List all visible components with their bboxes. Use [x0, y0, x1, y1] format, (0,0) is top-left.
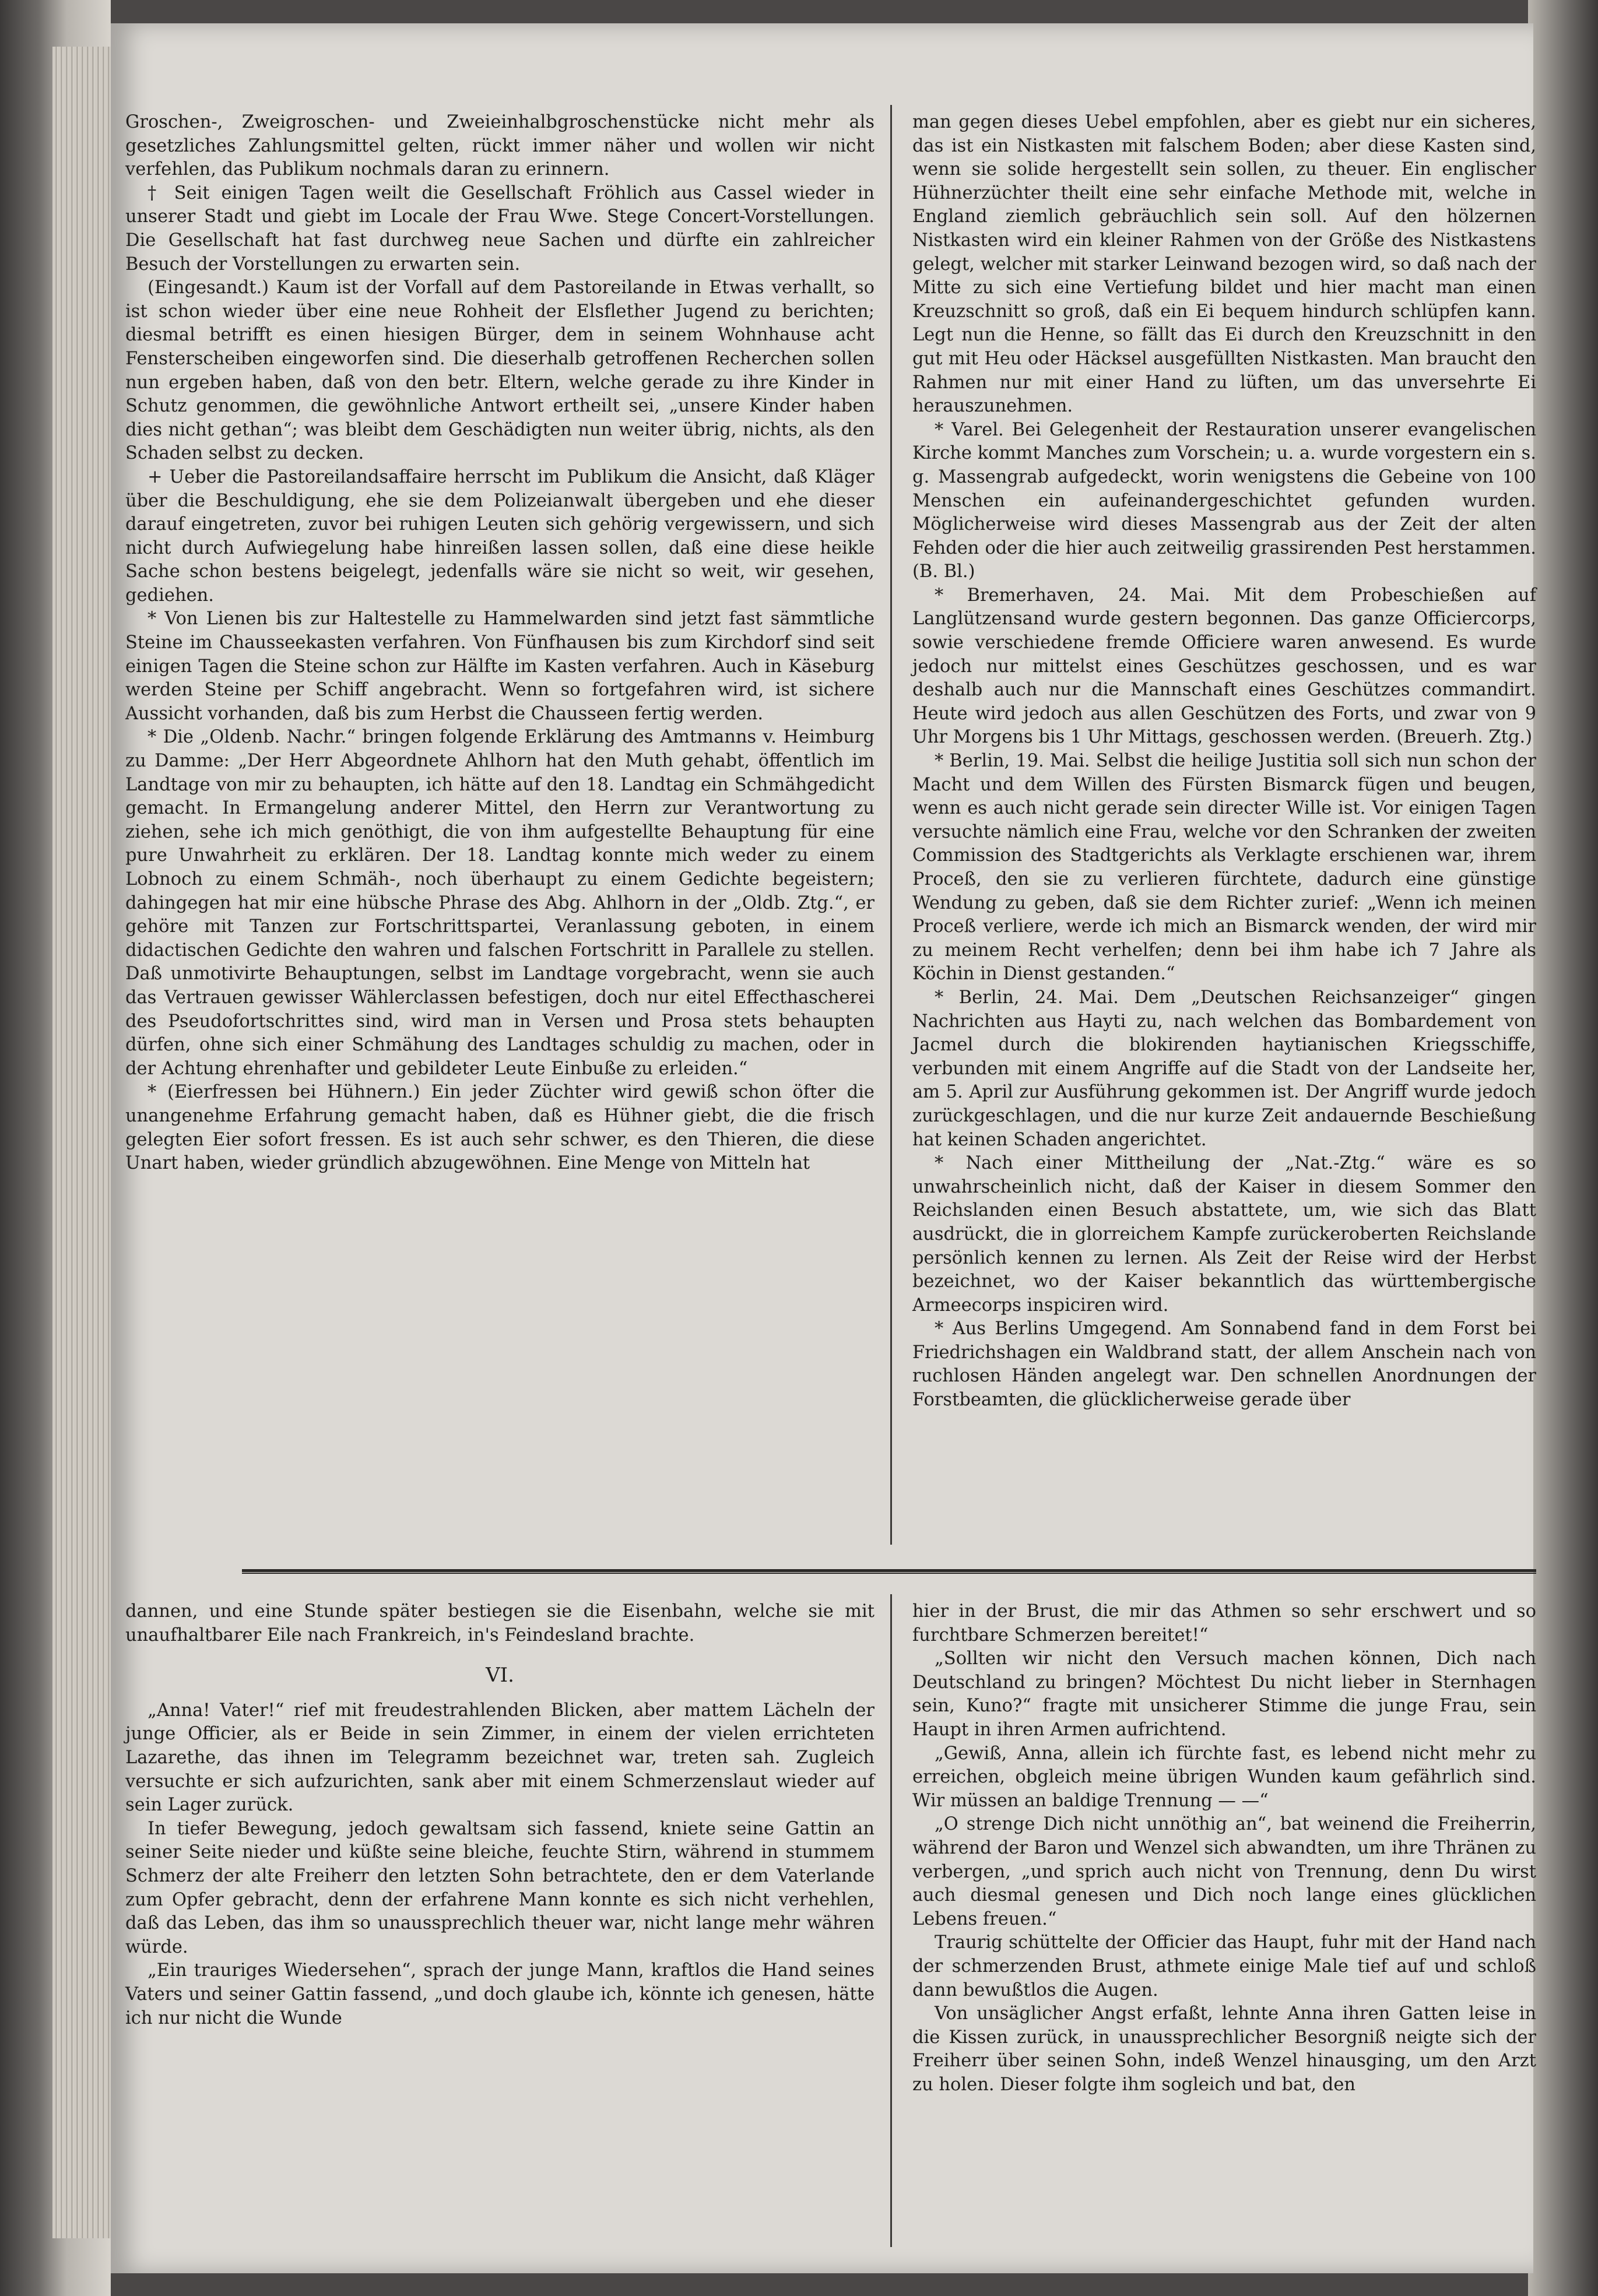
upper-left-column	[125, 111, 874, 1176]
article-berlin-24-may: * Berlin, 24. Mai. Dem „Deutschen Reichsanzeiger“ gingen Nachrichten aus Hayti zu, nach welchen das Bombardement von Jacmel durch die blokirenden haytianischen Kriegsschiffe, verbunden mit einem Angriffe auf die Stadt von der Landseite her, am 5. April zur Ausführung gekommen ist. Der Angriff wurde jedoch zurückgeschlagen, und die nur kurze Zeit andauernde Beschießung hat keinen Schaden angerichtet.	[912, 987, 1536, 1150]
article-eingesandt: (Eingesandt.) Kaum ist der Vorfall auf dem Pastoreilande in Etwas verhallt, so ist schon wieder über eine neue Rohheit der Elsflether Jugend zu berichten; diesmal betrifft es einen hiesigen Bürger, dem in seinem Wohnhause acht Fensterscheiben eingeworfen sind. Die dieserhalb getroffenen Recherchen sollen nun ergeben haben, daß von den betr. Eltern, welche gerade zu ihre Kinder in Schutz genommen, die gewöhnliche Antwort ertheilt sei, „unsere Kinder haben dies nicht gethan“; was bleibt dem Geschädigten nun weiter übrig, nichts, als den Schaden selbst zu decken.	[125, 277, 874, 464]
story-paragraph: hier in der Brust, die mir das Athmen so sehr erschwert und so furchtbare Schmerzen bereitet!“	[912, 1601, 1536, 1645]
story-paragraph: In tiefer Bewegung, jedoch gewaltsam sich fassend, kniete seine Gattin an seiner Seite nieder und küßte seine bleiche, feuchte Stirn, während in stummem Schmerz der alte Freiherr den letzten Sohn betrachtete, den er dem Vaterlande zum Opfer gebracht, denn der erfahrene Mann konnte es sich nicht verhehlen, daß das Leben, das ihm so unaussprechlich theuer war, nicht lange mehr währen würde.	[125, 1818, 874, 1957]
article-varel: * Varel. Bei Gelegenheit der Restauration unserer evangelischen Kirche kommt Manches zum Vorschein; u. a. wurde vorgestern ein s. g. Massengrab aufgedeckt, worin wenigstens die Gebeine von 100 Menschen ein aufeinandergeschichtet gefunden wurden. Möglicherweise wird dieses Massengrab aus der Zeit der alten Fehden oder die hier auch zeitweilig grassirenden Pest herstammen. (B. Bl.)	[912, 419, 1536, 582]
article-bremerhaven: * Bremerhaven, 24. Mai. Mit dem Probeschießen auf Langlützensand wurde gestern begonnen. Das ganze Officiercorps, sowie verschiedene fremde Officiere waren anwesend. Es wurde jedoch nur mittelst eines Geschützes geschossen, und es war deshalb auch nur die Mannschaft eines Geschützes commandirt. Heute wird jedoch aus allen Geschützen des Forts, und zwar von 9 Uhr Morgens bis 1 Uhr Mittags, geschossen werden. (Breuerh. Ztg.)	[912, 585, 1536, 748]
article-heimburg-declaration: * Die „Oldenb. Nachr.“ bringen folgende Erklärung des Amtmanns v. Heimburg zu Damme: „Der Herr Abgeordnete Ahlhorn hat den Muth gehabt, öffentlich im Landtage von mir zu behaupten, ich hätte auf den 18. Landtag ein Schmähgedicht gemacht. In Ermangelung anderer Mittel, den Herrn zur Verantwortung zu ziehen, sehe ich mich genöthigt, die von ihm aufgestellte Behauptung für eine pure Unwahrheit zu erklären. Der 18. Landtag konnte mich weder zu einem Lobnoch zu einem Schmäh-, noch überhaupt zu einem Gedichte begeistern; dahingegen hat mir eine hübsche Phrase des Abg. Ahlhorn in der „Oldb. Ztg.“, er gehöre mit Tanzen zur Fortschrittspartei, Veranlassung geboten, in einem didactischen Gedichte den wahren und falschen Fortschritt in Parallele zu stellen. Daß unmotivirte Behauptungen, selbst im Landtage vorgebracht, wenn sie auch das Vertrauen gewisser Wählerclassen befestigen, doch nur eitel Effecthascherei des Pseudofortschrittes sind, wird man in Versen und Prosa stets behaupten dürfen, ohne sich einer Schmähung des Landtages schuldig zu machen, oder in der Achtung ehrenhafter und gebildeter Leute Einbuße zu erleiden.“	[125, 727, 874, 1079]
article-kaiser-visit: * Nach einer Mittheilung der „Nat.-Ztg.“ wäre es so unwahrscheinlich nicht, daß der Kaiser in diesem Sommer den Reichslanden einen Besuch abstattete, um, wie sich das Blatt ausdrückt, die in glorreichem Kampfe zurückeroberten Reichslande persönlich kennen zu lernen. Als Zeit der Reise wird der Herbst bezeichnet, wo der Kaiser bekanntlich das württembergische Armeecorps inspiciren wird.	[912, 1153, 1536, 1316]
story-paragraph: „O strenge Dich nicht unnöthig an“, bat weinend die Freiherrin, während der Baron und Wenzel sich abwandten, um ihre Thränen zu verbergen, „und sprich auch nicht von Trennung, denn Du wirst auch diesmal genesen und Dich noch lange eines glücklichen Lebens freuen.“	[912, 1814, 1536, 1929]
story-paragraph: „Sollten wir nicht den Versuch machen können, Dich nach Deutschland zu bringen? Möchtest Du nicht lieber in Sternhagen sein, Kuno?“ fragte mit unsicherer Stimme die junge Frau, sein Haupt in ihren Armen aufrichtend.	[912, 1648, 1536, 1740]
article-nest-box: man gegen dieses Uebel empfohlen, aber es giebt nur ein sicheres, das ist ein Nistkasten mit falschem Boden; aber diese Kasten sind, wenn sie solide hergestellt sein sollen, zu theuer. Ein englischer Hühnerzüchter theilt eine sehr einfache Methode mit, welche in England ziemlich gebräuchlich sein soll. Auf den hölzernen Nistkasten wird ein kleiner Rahmen von der Größe des Nistkastens gelegt, welcher mit starker Leinwand bezogen wird, so daß nach der Mitte zu sich eine Vertiefung bildet und hier macht man einen Kreuzschnitt so groß, daß ein Ei bequem hindurch schlüpfen kann. Legt nun die Henne, so fällt das Ei durch den Kreuzschnitt in den gut mit Heu oder Häcksel ausgefüllten Nistkasten. Man braucht den Rahmen nur mit einer Hand zu lüften, um das unversehrte Ei herauszunehmen.	[912, 112, 1536, 417]
story-paragraph: „Gewiß, Anna, allein ich fürchte fast, es lebend nicht mehr zu erreichen, obgleich meine übrigen Wunden kaum gefährlich sind. Wir müssen an baldige Trennung — —“	[912, 1743, 1536, 1811]
column-divider-upper	[890, 105, 892, 1545]
story-paragraph: dannen, und eine Stunde später bestiegen sie die Eisenbahn, welche sie mit unaufhaltbarer Eile nach Frankreich, in's Feindesland brachte.	[125, 1601, 874, 1645]
article-coin-notice: Groschen-, Zweigroschen- und Zweieinhalbgroschenstücke nicht mehr als gesetzliches Zahlungsmittel gelten, rückt immer näher und wollen wir nicht verfehlen, das Publikum nochmals daran zu erinnern.	[125, 112, 874, 180]
story-paragraph: Von unsäglicher Angst erfaßt, lehnte Anna ihren Gatten leise in die Kissen zurück, in unaussprechlicher Besorgniß neigte sich der Freiherr über seinen Sohn, indeß Wenzel hinausging, um den Arzt zu holen. Dieser folgte ihm sogleich und bat, den	[912, 2003, 1536, 2095]
column-divider-lower	[890, 1594, 892, 2247]
section-divider-rule	[242, 1569, 1536, 1574]
lower-right-column	[912, 1600, 1536, 2097]
upper-right-column	[912, 111, 1536, 1412]
article-chaussee-stones: * Von Lienen bis zur Haltestelle zu Hammelwarden sind jetzt fast sämmtliche Steine im Chausseekasten verfahren. Von Fünfhausen bis zum Kirchdorf sind seit einigen Tagen die Steine schon zur Hälfte im Kasten verfahren. Auch in Käseburg werden Steine per Schiff angebracht. Wenn so fortgefahren wird, ist sichere Aussicht vorhanden, daß bis zum Herbst die Chausseen fertig werden.	[125, 609, 874, 724]
article-pastoreiland-affaire: + Ueber die Pastoreilandsaffaire herrscht im Publikum die Ansicht, daß Kläger über die Beschuldigung, ehe sie dem Polizeianwalt übergeben und ehe dieser darauf eingetreten, zuvor bei ruhigen Leuten sich gehörig vergewissern, und sich nicht durch Aufwiegelung habe hinreißen lassen sollen, daß eine diese heikle Sache schon bestens beigelegt, jedenfalls wäre sie nicht so weit, wir gesehen, gediehen.	[125, 466, 874, 606]
chapter-heading: VI.	[486, 1664, 514, 1687]
article-froehlich-concert: † Seit einigen Tagen weilt die Gesellschaft Fröhlich aus Cassel wieder in unserer Stadt und giebt im Locale der Frau Wwe. Stege Concert-Vorstellungen. Die Gesellschaft hat fast durchweg neue Sachen und dürfte ein zahlreicher Besuch der Vorstellungen zu erwarten sein.	[125, 182, 874, 275]
story-paragraph: „Anna! Vater!“ rief mit freudestrahlenden Blicken, aber mattem Lächeln der junge Officier, als er Beide in sein Zimmer, in einem der vielen errichteten Lazarethe, das ihnen im Telegramm bezeichnet war, treten sah. Zugleich versuchte er sich aufzurichten, sank aber mit einem Schmerzenslaut wieder auf sein Lager zurück.	[125, 1700, 874, 1816]
story-paragraph: Traurig schüttelte der Officier das Haupt, fuhr mit der Hand nach der schmerzenden Brust, athmete einige Male tief auf und schloß dann bewußtlos die Augen.	[912, 1932, 1536, 2000]
page-stack-edge	[52, 47, 117, 2238]
right-page-edge	[1528, 0, 1598, 2296]
article-berlin-19-may: * Berlin, 19. Mai. Selbst die heilige Justitia soll sich nun schon der Macht und dem Willen des Fürsten Bismarck fügen und beugen, wenn es auch nicht gerade sein directer Wille ist. Vor einigen Tagen versuchte nämlich eine Frau, welche vor den Schranken der zweiten Commission des Stadtgerichts als Verklagte erschienen war, ihrem Proceß, den sie zu verlieren fürchtete, dadurch eine günstige Wendung zu geben, daß sie dem Richter zurief: „Wenn ich meinen Proceß verliere, werde ich mich an Bismarck wenden, der wird mir zu meinem Recht verhelfen; denn bei ihm habe ich 7 Jahre als Köchin in Dienst gestanden.“	[912, 751, 1536, 984]
article-egg-eating-hens: * (Eierfressen bei Hühnern.) Ein jeder Züchter wird gewiß schon öfter die unangenehme Erfahrung gemacht haben, daß es Hühner giebt, die die frisch gelegten Eier sofort fressen. Es ist auch sehr schwer, es den Thieren, die diese Unart haben, wieder gründlich abzugewöhnen. Eine Menge von Mitteln hat	[125, 1082, 874, 1174]
lower-left-column	[125, 1600, 874, 2030]
article-berlin-forest-fire: * Aus Berlins Umgegend. Am Sonnabend fand in dem Forst bei Friedrichshagen ein Waldbrand statt, der allem Anschein nach von ruchlosen Händen angelegt war. Den schnellen Anordnungen der Forstbeamten, die glücklicherweise gerade über	[912, 1318, 1536, 1411]
story-paragraph: „Ein trauriges Wiedersehen“, sprach der junge Mann, kraftlos die Hand seines Vaters und seiner Gattin fassend, „und doch glaube ich, könnte ich genesen, hätte ich nur nicht die Wunde	[125, 1960, 874, 2028]
